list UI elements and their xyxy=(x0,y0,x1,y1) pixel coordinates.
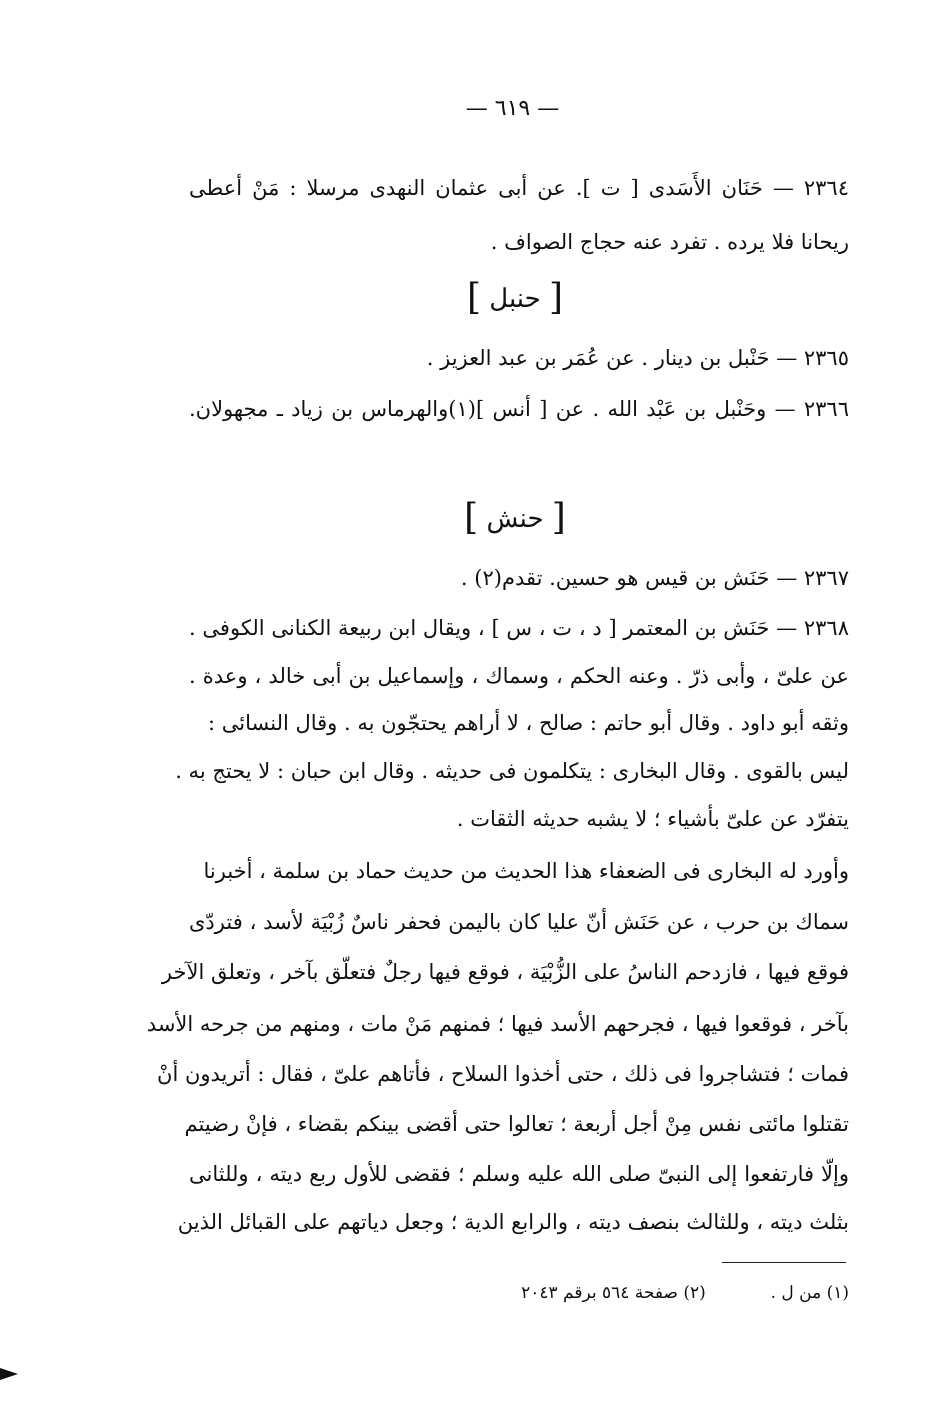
open-bracket-glyph: [ xyxy=(549,277,564,318)
entry-2364-line-2: ريحانا فلا يرده . تفرد عنه حجاج الصواف . xyxy=(490,230,849,254)
entry-2368-line-4: ليس بالقوى . وقال البخارى : يتكلمون فى حديثه . وقال ابن حبان : لا يحتج به . xyxy=(175,759,849,783)
entry-2368-line-5: يتفرّد عن علىّ بأشياء ؛ لا يشبه حديثه الثقات . xyxy=(456,807,849,831)
entry-2366: ٢٣٦٦ — وحَنْبل بن عَبْد الله . عن [ أنس ](١)والهرماس بن زياد ـ مجهولان. xyxy=(189,397,849,421)
entry-2368-line-1: ٢٣٦٨ — حَنَش بن المعتمر [ د ، ت ، س ] ، ويقال ابن ربيعة الكنانى الكوفى . xyxy=(189,616,849,640)
section-heading-hanash-text: حنش xyxy=(486,504,544,534)
footnote-2: (٢) صفحة ٥٦٤ برقم ٢٠٤٣ xyxy=(521,1283,706,1303)
entry-2368-line-2: عن علىّ ، وأبى ذرّ . وعنه الحكم ، وسماك ، وإسماعيل بن أبى خالد ، وعدة . xyxy=(189,664,849,688)
paragraph-line-3: فوقع فيها ، فازدحم الناسُ على الزُّبْيَة ، فوقع فيها رجلٌ فتعلّق بآخر ، وتعلق الآخر xyxy=(161,960,849,984)
section-heading-hanbal xyxy=(0,278,941,319)
paragraph-line-2: سماك بن حرب ، عن حَنَش أنّ عليا كان باليمن فحفر ناسٌ زُبْيَة لأسد ، فتردّى xyxy=(189,910,849,934)
paragraph-line-4: بآخر ، فوقعوا فيها ، فجرحهم الأسد فيها ؛ فمنهم مَنْ مات ، ومنهم من جرحه الأسد xyxy=(146,1012,849,1036)
paragraph-line-5: فمات ؛ فتشاجروا فى ذلك ، حتى أخذوا السلاح ، فأتاهم علىّ ، فقال : أتريدون أنْ xyxy=(157,1062,849,1086)
page-edge-mark xyxy=(0,1368,18,1380)
entry-2365: ٢٣٦٥ — حَنْبل بن دينار . عن عُمَر بن عبد العزيز . xyxy=(426,346,849,370)
paragraph-line-6: تقتلوا مائتى نفس مِنْ أجل أربعة ؛ تعالوا حتى أقضى بينكم بقضاء ، فإنْ رضيتم xyxy=(184,1112,849,1136)
entry-2367: ٢٣٦٧ — حَنَش بن قيس هو حسين. تقدم(٢) . xyxy=(460,566,849,590)
entry-2364-line-1: ٢٣٦٤ — حَنَان الأَسَدى [ ت ]. عن أبى عثمان النهدى مرسلا : مَنْ أعطى xyxy=(189,176,849,200)
open-bracket-glyph: [ xyxy=(551,497,566,538)
footnote-1: (١) من ل . xyxy=(770,1283,849,1303)
footnotes xyxy=(521,1282,849,1304)
paragraph-line-8: بثلث ديته ، وللثالث بنصف ديته ، والرابع الدية ؛ وجعل دياتهم على القبائل الذين xyxy=(177,1210,849,1234)
footnote-divider xyxy=(722,1262,846,1263)
paragraph-line-7: وإلّا فارتفعوا إلى النبىّ صلى الله عليه وسلم ؛ فقضى للأول ربع ديته ، وللثانى xyxy=(189,1162,849,1186)
close-bracket-glyph: ] xyxy=(466,277,481,318)
close-bracket-glyph: ] xyxy=(464,497,479,538)
section-heading-hanbal-text: حنبل xyxy=(489,284,541,314)
section-heading-hanash xyxy=(0,498,941,539)
paragraph-line-1: وأورد له البخارى فى الضعفاء هذا الحديث من حديث حماد بن سلمة ، أخبرنا xyxy=(203,859,849,883)
entry-2368-line-3: وثقه أبو داود . وقال أبو حاتم : صالح ، لا أراهم يحتجّون به . وقال النسائى : xyxy=(208,711,849,735)
page-number: — ٦١٩ — xyxy=(465,96,560,121)
